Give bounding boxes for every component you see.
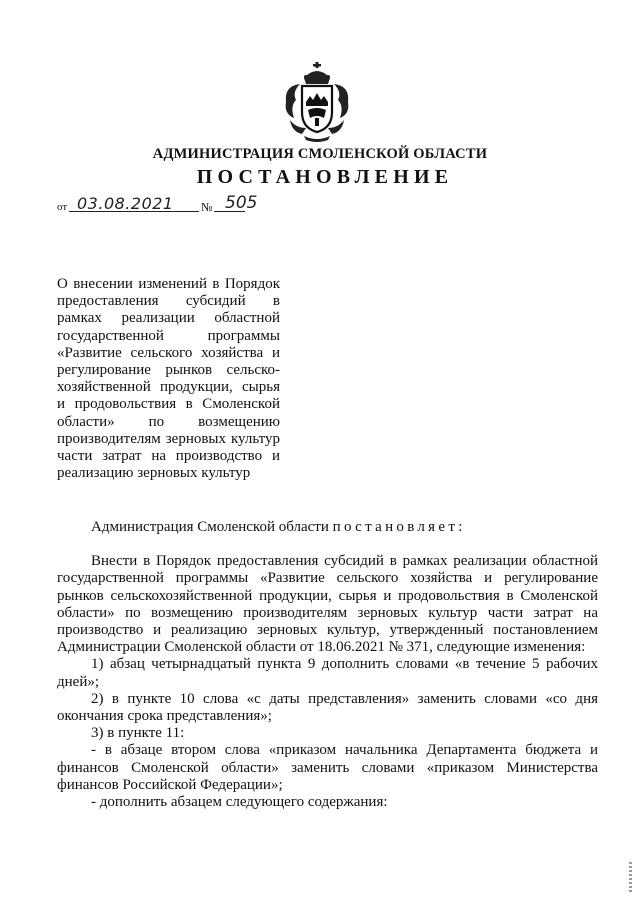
date-label: от: [57, 201, 68, 213]
paragraph-main: Внести в Порядок предоставления субсидий в рамках реализации областной государственной программы «Развитие сельского хозяйства и регулирование рынков сельскохозяйственной продукции, сырья и продовольствия в Смоленской области» по возмещению производителям зерновых культур части затрат на производство и реализацию зерновых культур, утвержденный постановлением Администрации Смоленской области от 18.06.2021 № 371, следующие изменения:: [57, 553, 598, 656]
number-label: №: [201, 200, 213, 214]
document-number: 505: [225, 193, 258, 213]
preamble-verb: постановляет:: [332, 519, 466, 535]
coat-of-arms-emblem: [282, 62, 352, 142]
scan-margin-mark: [629, 862, 632, 892]
paragraph-item-2: 2) в пункте 10 слова «с даты представления» заменить словами «со дня окончания срока представления»;: [57, 690, 598, 725]
document-body: [57, 519, 598, 811]
paragraph-item-1: 1) абзац четырнадцатый пункта 9 дополнить словами «в течение 5 рабочих дней»;: [57, 656, 598, 690]
document-date: 03.08.2021: [77, 194, 174, 213]
document-type: ПОСТАНОВЛЕНИЕ: [196, 166, 454, 188]
paragraph-subitem-2: - дополнить абзацем следующего содержания:: [91, 794, 388, 811]
document-title: О внесении изменений в Порядок предоставления субсидий в рамках реализации областной государственной программы «Развитие сельского хозяйства и регулирование рынков сельскохозяйственной продукции, сырья и продовольствия в Смоленской области» по возмещению производителям зерновых культур части затрат на производство и реализацию зерновых культур: [57, 276, 280, 482]
crown-icon: [304, 62, 330, 84]
paragraph-subitem-1: - в абзаце втором слова «приказом начальника Департамента бюджета и финансов Смоленской области» заменить словами «приказом Министерства финансов Российской Федерации»;: [57, 742, 598, 793]
preamble: [57, 519, 598, 536]
organization-name: АДМИНИСТРАЦИЯ СМОЛЕНСКОЙ ОБЛАСТИ: [152, 146, 488, 162]
registration-line: [57, 194, 297, 214]
paragraph-item-3: 3) в пункте 11:: [91, 725, 185, 742]
shield-icon: [302, 86, 332, 132]
preamble-start: Администрация Смоленской области: [91, 519, 333, 535]
